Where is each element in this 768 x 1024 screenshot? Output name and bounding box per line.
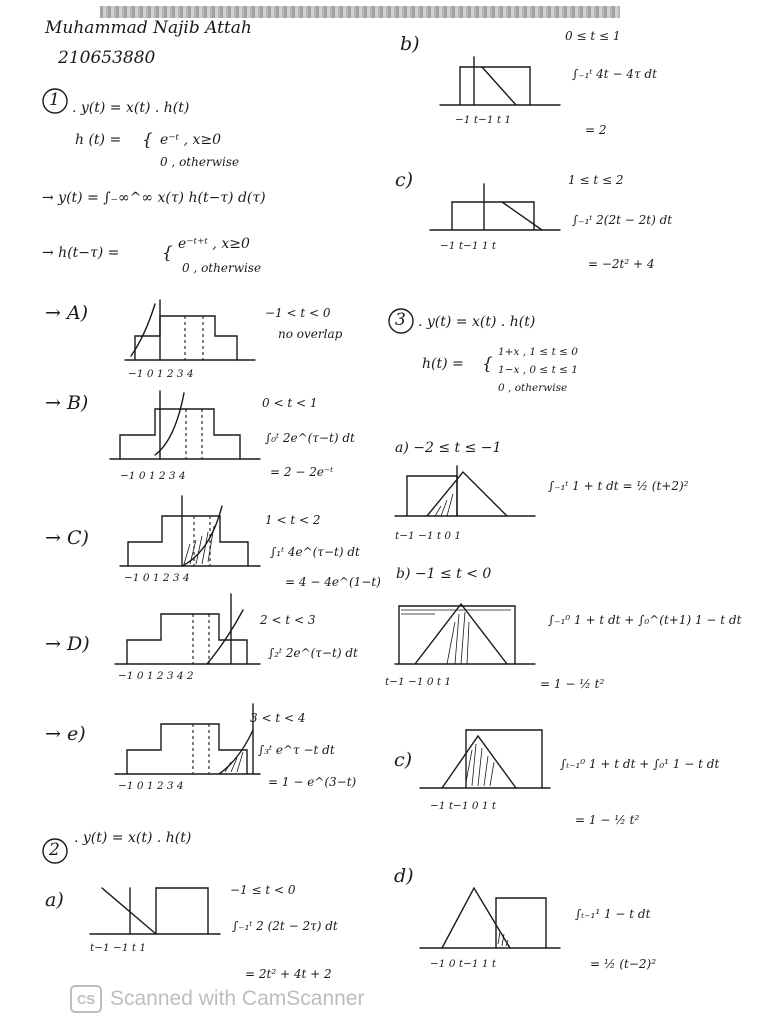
- q1-part-b-sketch: [110, 385, 260, 465]
- q1-part-d-ticks: −1 0 1 2 3 4 2: [118, 670, 194, 682]
- q2-part-c-range: 1 ≤ t ≤ 2: [568, 173, 624, 187]
- q3-part-c-integral: ∫ₜ₋₁⁰ 1 + t dt + ∫₀¹ 1 − t dt: [560, 757, 720, 771]
- q3-part-a-ticks: t−1 −1 t 0 1: [395, 530, 462, 542]
- q1-part-c-integral: ∫₁ᵗ 4e^(τ−t) dt: [270, 545, 360, 559]
- q1-part-a-ticks: −1 0 1 2 3 4: [128, 368, 194, 380]
- q3-part-b-label: b) −1 ≤ t < 0: [396, 566, 492, 582]
- q2-part-c-label: c): [395, 169, 414, 191]
- q1-part-e-result: = 1 − e^(3−t): [268, 775, 357, 789]
- q1-part-b-ticks: −1 0 1 2 3 4: [120, 470, 186, 482]
- q1-part-b-label: → B): [45, 392, 89, 414]
- q1-part-c-range: 1 < t < 2: [265, 513, 321, 527]
- q1-part-b-integral: ∫₀ᵗ 2e^(τ−t) dt: [265, 431, 355, 445]
- q1-part-c-result: = 4 − 4e^(1−t): [285, 575, 381, 589]
- q1-part-d-range: 2 < t < 3: [260, 613, 316, 627]
- q3-part-d-integral: ∫ₜ₋₁¹ 1 − t dt: [575, 907, 651, 921]
- q3-part-c-result: = 1 − ½ t²: [575, 813, 640, 827]
- q1-h-case1: e⁻ᵗ , x≥0: [160, 132, 222, 148]
- q2-part-b-integral: ∫₋₁ᵗ 4t − 4τ dt: [572, 67, 657, 81]
- q2-part-c-integral: ∫₋₁ᵗ 2(2t − 2t) dt: [572, 213, 673, 227]
- q1-part-b-range: 0 < t < 1: [262, 396, 318, 410]
- q3-part-b-result: = 1 − ½ t²: [540, 677, 605, 691]
- q2-part-b-label: b): [400, 33, 420, 55]
- q3-part-d-ticks: −1 0 t−1 1 t: [430, 958, 497, 970]
- q1-h-shift-case2: 0 , otherwise: [182, 261, 262, 275]
- q3-h-case3: 0 , otherwise: [498, 382, 568, 394]
- q3-part-b-sketch: [395, 600, 535, 670]
- q3-part-a-integral: ∫₋₁ᵗ 1 + t dt = ½ (t+2)²: [548, 479, 689, 493]
- q2-part-b-result: = 2: [585, 123, 607, 137]
- q3-part-c-ticks: −1 t−1 0 1 t: [430, 800, 497, 812]
- q1-number: 1: [49, 90, 60, 110]
- q2-part-b-range: 0 ≤ t ≤ 1: [565, 29, 621, 43]
- q3-convolution: . y(t) = x(t) . h(t): [418, 314, 536, 330]
- q1-part-e-integral: ∫₃ᵗ e^τ −t dt: [258, 743, 335, 757]
- q1-y-integral: → y(t) = ∫₋∞^∞ x(τ) h(t−τ) d(τ): [42, 190, 266, 206]
- student-id: 210653880: [58, 48, 156, 68]
- q3-part-c-sketch: [420, 726, 550, 796]
- camscanner-watermark: [70, 985, 364, 1013]
- q1-h-shift: → h(t−τ) =: [42, 245, 120, 261]
- q1-part-b-result: = 2 − 2e⁻ᵗ: [270, 465, 334, 479]
- q2-part-b-ticks: −1 t−1 t 1: [455, 114, 512, 126]
- q2-convolution: . y(t) = x(t) . h(t): [74, 830, 192, 846]
- q2-part-a-integral: ∫₋₁ᵗ 2 (2t − 2τ) dt: [232, 919, 338, 933]
- q1-part-d-label: → D): [45, 633, 90, 655]
- q3-h-lhs: h(t) =: [422, 356, 464, 372]
- watermark-text: Scanned with CamScanner: [110, 987, 365, 1010]
- q3-h-case2: 1−x , 0 ≤ t ≤ 1: [498, 364, 578, 376]
- q1-part-c-label: → C): [45, 527, 89, 549]
- q1-part-c-ticks: −1 0 1 2 3 4: [124, 572, 190, 584]
- q2-part-a-sketch: [90, 882, 220, 942]
- q1-brace-2: {: [162, 243, 173, 263]
- torn-paper-edge: [100, 6, 620, 18]
- q1-h-def: h (t) =: [75, 132, 122, 148]
- q3-number: 3: [395, 310, 406, 330]
- q1-h-shift-case1: e⁻ᵗ⁺ᵗ , x≥0: [178, 236, 250, 252]
- q2-part-c-sketch: [430, 182, 560, 238]
- q3-part-b-ticks: t−1 −1 0 t 1: [385, 676, 452, 688]
- q2-part-a-label: a): [45, 889, 64, 911]
- q1-part-a-note: no overlap: [278, 327, 343, 341]
- q1-convolution: . y(t) = x(t) . h(t): [72, 100, 190, 116]
- q2-part-c-ticks: −1 t−1 1 t: [440, 240, 497, 252]
- q1-part-e-ticks: −1 0 1 2 3 4: [118, 780, 184, 792]
- q2-number: 2: [49, 840, 60, 860]
- q3-part-d-label: d): [394, 865, 414, 887]
- q3-h-case1: 1+x , 1 ≤ t ≤ 0: [498, 346, 578, 358]
- q3-part-a-label: a) −2 ≤ t ≤ −1: [395, 440, 502, 456]
- q1-part-e-label: → e): [45, 723, 86, 745]
- q2-part-a-range: −1 ≤ t < 0: [230, 883, 296, 897]
- q1-part-e-range: 3 < t < 4: [250, 711, 306, 725]
- q3-part-d-sketch: [420, 882, 560, 954]
- q3-part-b-integral: ∫₋₁⁰ 1 + t dt + ∫₀^(t+1) 1 − t dt: [548, 613, 742, 627]
- q2-part-a-result: = 2t² + 4t + 2: [245, 967, 332, 981]
- camscanner-logo-icon: CS: [70, 985, 102, 1013]
- q3-part-a-sketch: [395, 464, 535, 524]
- q1-h-case2: 0 , otherwise: [160, 155, 240, 169]
- q1-part-a-label: → A): [45, 302, 89, 324]
- q1-part-e-sketch: [115, 700, 260, 780]
- q2-part-a-ticks: t−1 −1 t 1: [90, 942, 147, 954]
- q2-part-c-result: = −2t² + 4: [588, 257, 655, 271]
- q2-part-b-sketch: [440, 55, 560, 115]
- q3-part-d-result: = ½ (t−2)²: [590, 957, 656, 971]
- q1-brace: {: [142, 130, 153, 150]
- student-name: Muhammad Najib Attah: [45, 18, 252, 38]
- q1-part-d-integral: ∫₂ᵗ 2e^(τ−t) dt: [268, 646, 358, 660]
- q3-brace: {: [482, 354, 493, 374]
- q1-part-a-sketch: [125, 296, 255, 366]
- q1-part-c-sketch: [120, 492, 260, 572]
- q1-part-a-range: −1 < t < 0: [265, 306, 331, 320]
- q1-part-d-sketch: [115, 590, 260, 670]
- q3-part-c-label: c): [394, 749, 413, 771]
